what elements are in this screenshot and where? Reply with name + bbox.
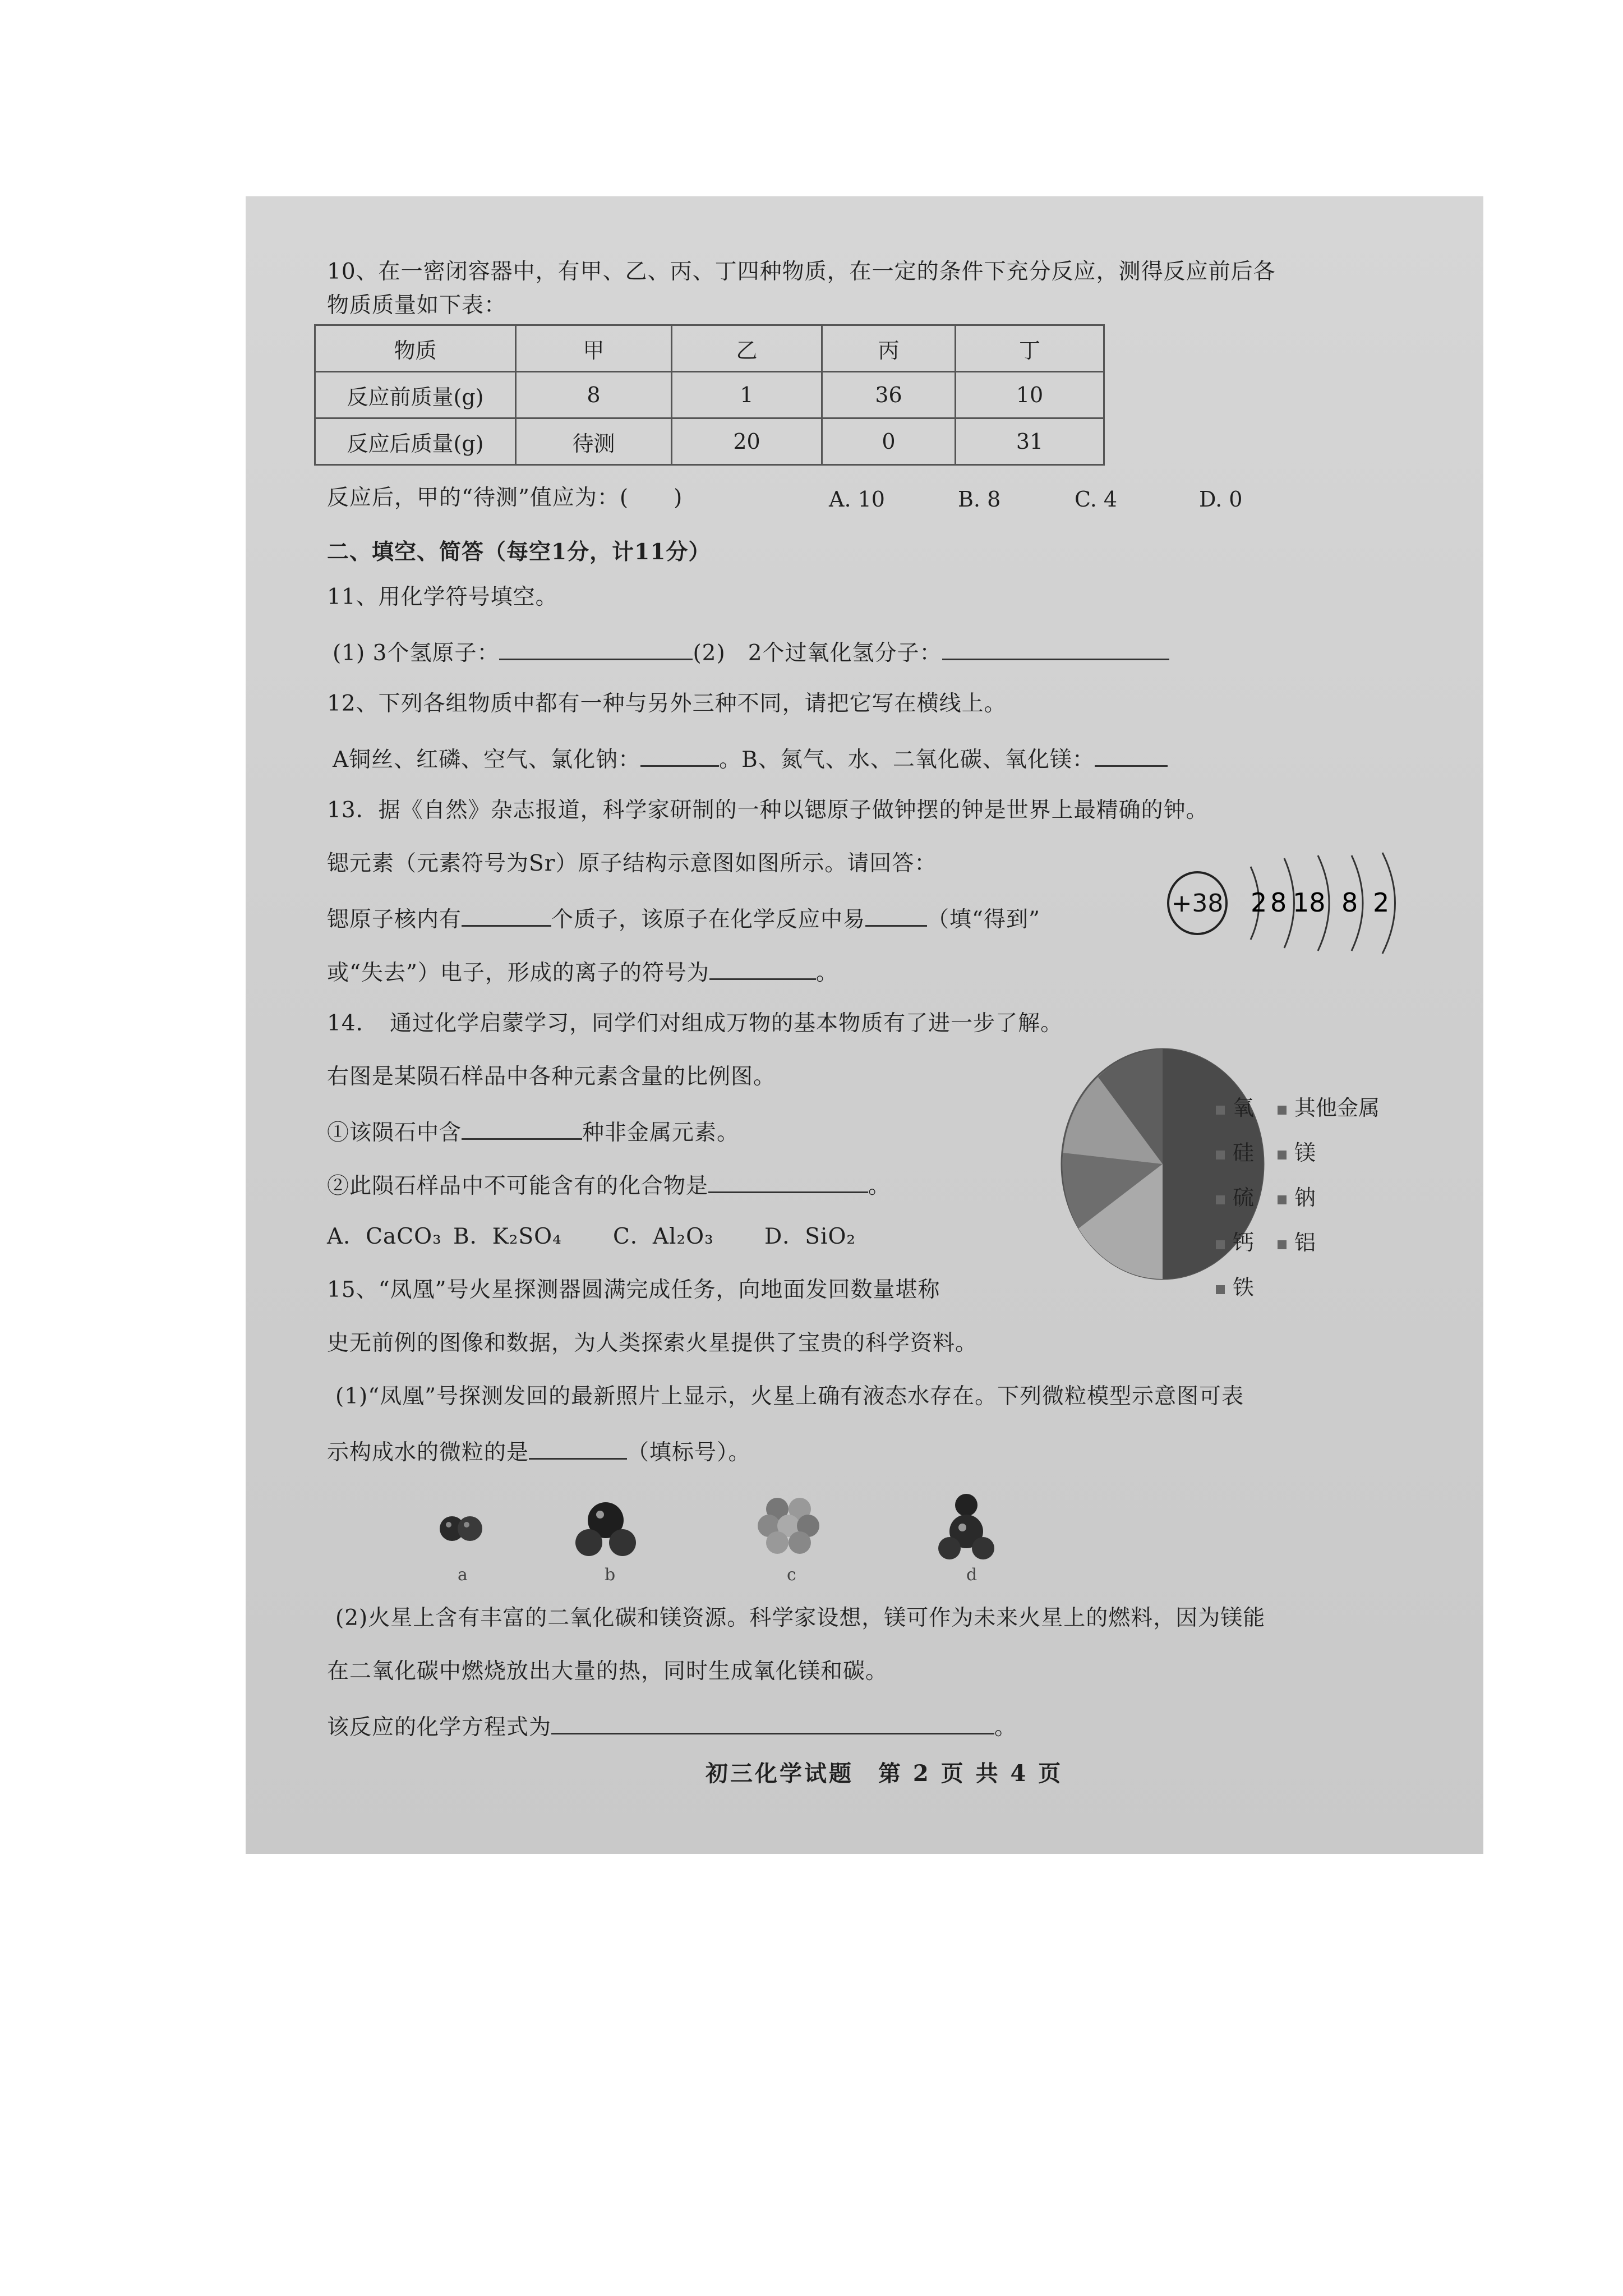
q11-stem: 11、用化学符号填空。 bbox=[327, 585, 558, 610]
q13-line3 bbox=[327, 906, 1040, 931]
q14-sub1a: ①该陨石中含 bbox=[327, 1120, 462, 1145]
q14-line1: 14． 通过化学启蒙学习，同学们对组成万物的基本物质有了进一步了解。 bbox=[327, 1011, 1063, 1036]
q14-option-c: C．Al₂O₃ bbox=[613, 1224, 714, 1249]
q10-question: 反应后，甲的“待测”值应为：( ) bbox=[327, 485, 683, 510]
q15-p2-line3 bbox=[327, 1714, 1017, 1738]
q14-sub2-end: 。 bbox=[868, 1174, 891, 1199]
table-cell: 0 bbox=[822, 418, 956, 465]
q13-ion-symbol-blank[interactable] bbox=[709, 959, 816, 980]
q14-count-blank[interactable] bbox=[462, 1119, 582, 1140]
table-row bbox=[315, 372, 1104, 418]
q10-option-b: B. 8 bbox=[958, 487, 1001, 512]
q15-p1-line1: (1)“凤凰”号探测发回的最新照片上显示，火星上确有液态水存在。下列微粒模型示意图可表 bbox=[335, 1384, 1244, 1409]
table-row bbox=[315, 418, 1104, 465]
q14-options bbox=[327, 1226, 856, 1248]
pie-legend-left bbox=[1216, 1085, 1254, 1310]
molecule-label-c: c bbox=[787, 1565, 796, 1585]
q14-sub1b: 种非金属元素。 bbox=[582, 1120, 740, 1145]
q11-parts bbox=[333, 639, 1169, 664]
q14-option-d: D．SiO₂ bbox=[764, 1224, 856, 1249]
pie-legend-right bbox=[1278, 1085, 1380, 1265]
q13-line3a: 锶原子核内有 bbox=[327, 907, 462, 932]
legend-item: 铝 bbox=[1278, 1220, 1380, 1265]
q11-answer1-blank[interactable] bbox=[499, 639, 693, 660]
shell-electrons: 18 bbox=[1293, 887, 1326, 918]
q10-intro-line1: 10、在一密闭容器中，有甲、乙、丙、丁四种物质，在一定的条件下充分反应，测得反应前后各 bbox=[327, 259, 1276, 284]
q14-line2: 右图是某陨石样品中各种元素含量的比例图。 bbox=[327, 1064, 776, 1089]
q15-p2-line3-text: 该反应的化学方程式为 bbox=[327, 1715, 552, 1740]
q12-parts bbox=[333, 746, 1168, 771]
q13-line4a: 或“失去”）电子，形成的离子的符号为 bbox=[327, 960, 709, 986]
molecule-model-d bbox=[935, 1489, 997, 1565]
molecule-model-c bbox=[755, 1492, 822, 1562]
q15-line1: 15、“凤凰”号火星探测器圆满完成任务，向地面发回数量堪称 bbox=[327, 1277, 940, 1303]
q12-part-b: 。B、氮气、水、二氧化碳、氧化镁： bbox=[719, 747, 1095, 772]
legend-item: 其他金属 bbox=[1278, 1085, 1380, 1130]
strontium-atom-diagram bbox=[1166, 850, 1483, 962]
table-cell: 20 bbox=[672, 418, 822, 465]
table-cell: 丙 bbox=[822, 325, 956, 372]
legend-item: 铁 bbox=[1216, 1265, 1254, 1310]
section2-title: 二、填空、简答（每空1分，计11分） bbox=[327, 539, 711, 565]
q15-equation-blank[interactable] bbox=[551, 1714, 994, 1734]
nucleus-charge: +38 bbox=[1171, 889, 1224, 918]
q12-answer-b-blank[interactable] bbox=[1095, 746, 1168, 767]
shell-electrons: 8 bbox=[1341, 887, 1358, 918]
table-cell: 待测 bbox=[516, 418, 672, 465]
legend-item: 钙 bbox=[1216, 1220, 1254, 1265]
q11-answer2-blank[interactable] bbox=[942, 639, 1169, 660]
q13-protons-blank[interactable] bbox=[462, 906, 551, 927]
table-cell: 1 bbox=[672, 372, 822, 418]
q10-option-c: C. 4 bbox=[1075, 487, 1118, 512]
q15-water-blank[interactable] bbox=[529, 1439, 627, 1460]
molecule-label-a: a bbox=[458, 1565, 468, 1585]
table-cell: 反应后质量(g) bbox=[315, 418, 516, 465]
q13-line3c: （填“得到” bbox=[927, 907, 1040, 932]
table-cell: 10 bbox=[956, 372, 1104, 418]
table-cell: 丁 bbox=[956, 325, 1104, 372]
q15-p1-line2 bbox=[327, 1439, 751, 1464]
page-footer: 初三化学试题 第 2 页 共 4 页 bbox=[706, 1760, 1063, 1787]
table-cell: 31 bbox=[956, 418, 1104, 465]
molecule-model-a bbox=[436, 1509, 487, 1550]
legend-item: 镁 bbox=[1278, 1130, 1380, 1175]
molecule-label-b: b bbox=[605, 1565, 616, 1585]
shell-electrons: 8 bbox=[1270, 887, 1287, 918]
q13-line4 bbox=[327, 959, 838, 984]
exam-page-photo bbox=[246, 196, 1483, 1854]
q15-p2-end: 。 bbox=[994, 1715, 1017, 1740]
legend-item: 氧 bbox=[1216, 1085, 1254, 1130]
q13-line3b: 个质子，该原子在化学反应中易 bbox=[551, 907, 866, 932]
q13-gain-lose-blank[interactable] bbox=[865, 906, 927, 927]
q15-p2-line1: (2)火星上含有丰富的二氧化碳和镁资源。科学家设想，镁可作为未来火星上的燃料，因为镁能 bbox=[335, 1605, 1266, 1631]
q10-option-a: A. 10 bbox=[829, 487, 885, 512]
legend-item: 硫 bbox=[1216, 1175, 1254, 1220]
q15-p2-line2: 在二氧化碳中燃烧放出大量的热，同时生成氧化镁和碳。 bbox=[327, 1659, 888, 1684]
table-cell: 物质 bbox=[315, 325, 516, 372]
table-cell: 甲 bbox=[516, 325, 672, 372]
mass-table bbox=[314, 324, 1105, 466]
q12-answer-a-blank[interactable] bbox=[640, 746, 719, 767]
q11-part1: (1) 3个氢原子： bbox=[333, 641, 500, 666]
table-header-row bbox=[315, 325, 1104, 372]
q12-part-a: A铜丝、红磷、空气、氯化钠： bbox=[333, 747, 641, 772]
q15-p1-line2b: （填标号）。 bbox=[627, 1440, 751, 1465]
legend-item: 硅 bbox=[1216, 1130, 1254, 1175]
molecule-model-b bbox=[572, 1498, 639, 1562]
molecule-label-d: d bbox=[966, 1565, 978, 1585]
q11-part2: (2) 2个过氧化氢分子： bbox=[693, 641, 942, 666]
q15-line2: 史无前例的图像和数据，为人类探索火星提供了宝贵的科学资料。 bbox=[327, 1331, 978, 1356]
q14-sub1 bbox=[327, 1119, 739, 1144]
q13-line1: 13．据《自然》杂志报道，科学家研制的一种以锶原子做钟摆的钟是世界上最精确的钟。 bbox=[327, 798, 1209, 823]
q14-sub2 bbox=[327, 1172, 891, 1197]
q14-compound-blank[interactable] bbox=[708, 1172, 868, 1193]
q15-p1-line2a: 示构成水的微粒的是 bbox=[327, 1440, 529, 1465]
legend-item: 钠 bbox=[1278, 1175, 1380, 1220]
q10-intro-line2: 物质质量如下表： bbox=[327, 293, 507, 318]
shell-electrons: 2 bbox=[1373, 887, 1390, 918]
q14-sub2-text: ②此陨石样品中不可能含有的化合物是 bbox=[327, 1174, 709, 1199]
table-cell: 36 bbox=[822, 372, 956, 418]
table-cell: 8 bbox=[516, 372, 672, 418]
q14-option-b: B．K₂SO₄ bbox=[453, 1224, 562, 1249]
q13-line2: 锶元素（元素符号为Sr）原子结构示意图如图所示。请回答： bbox=[327, 851, 937, 876]
table-cell: 反应前质量(g) bbox=[315, 372, 516, 418]
q14-option-a: A．CaCO₃ bbox=[327, 1224, 442, 1249]
q10-option-d: D. 0 bbox=[1199, 487, 1243, 512]
shell-electrons: 2 bbox=[1251, 887, 1267, 918]
table-cell: 乙 bbox=[672, 325, 822, 372]
q13-line4b: 。 bbox=[815, 960, 838, 986]
q12-stem: 12、下列各组物质中都有一种与另外三种不同，请把它写在横线上。 bbox=[327, 691, 1007, 716]
